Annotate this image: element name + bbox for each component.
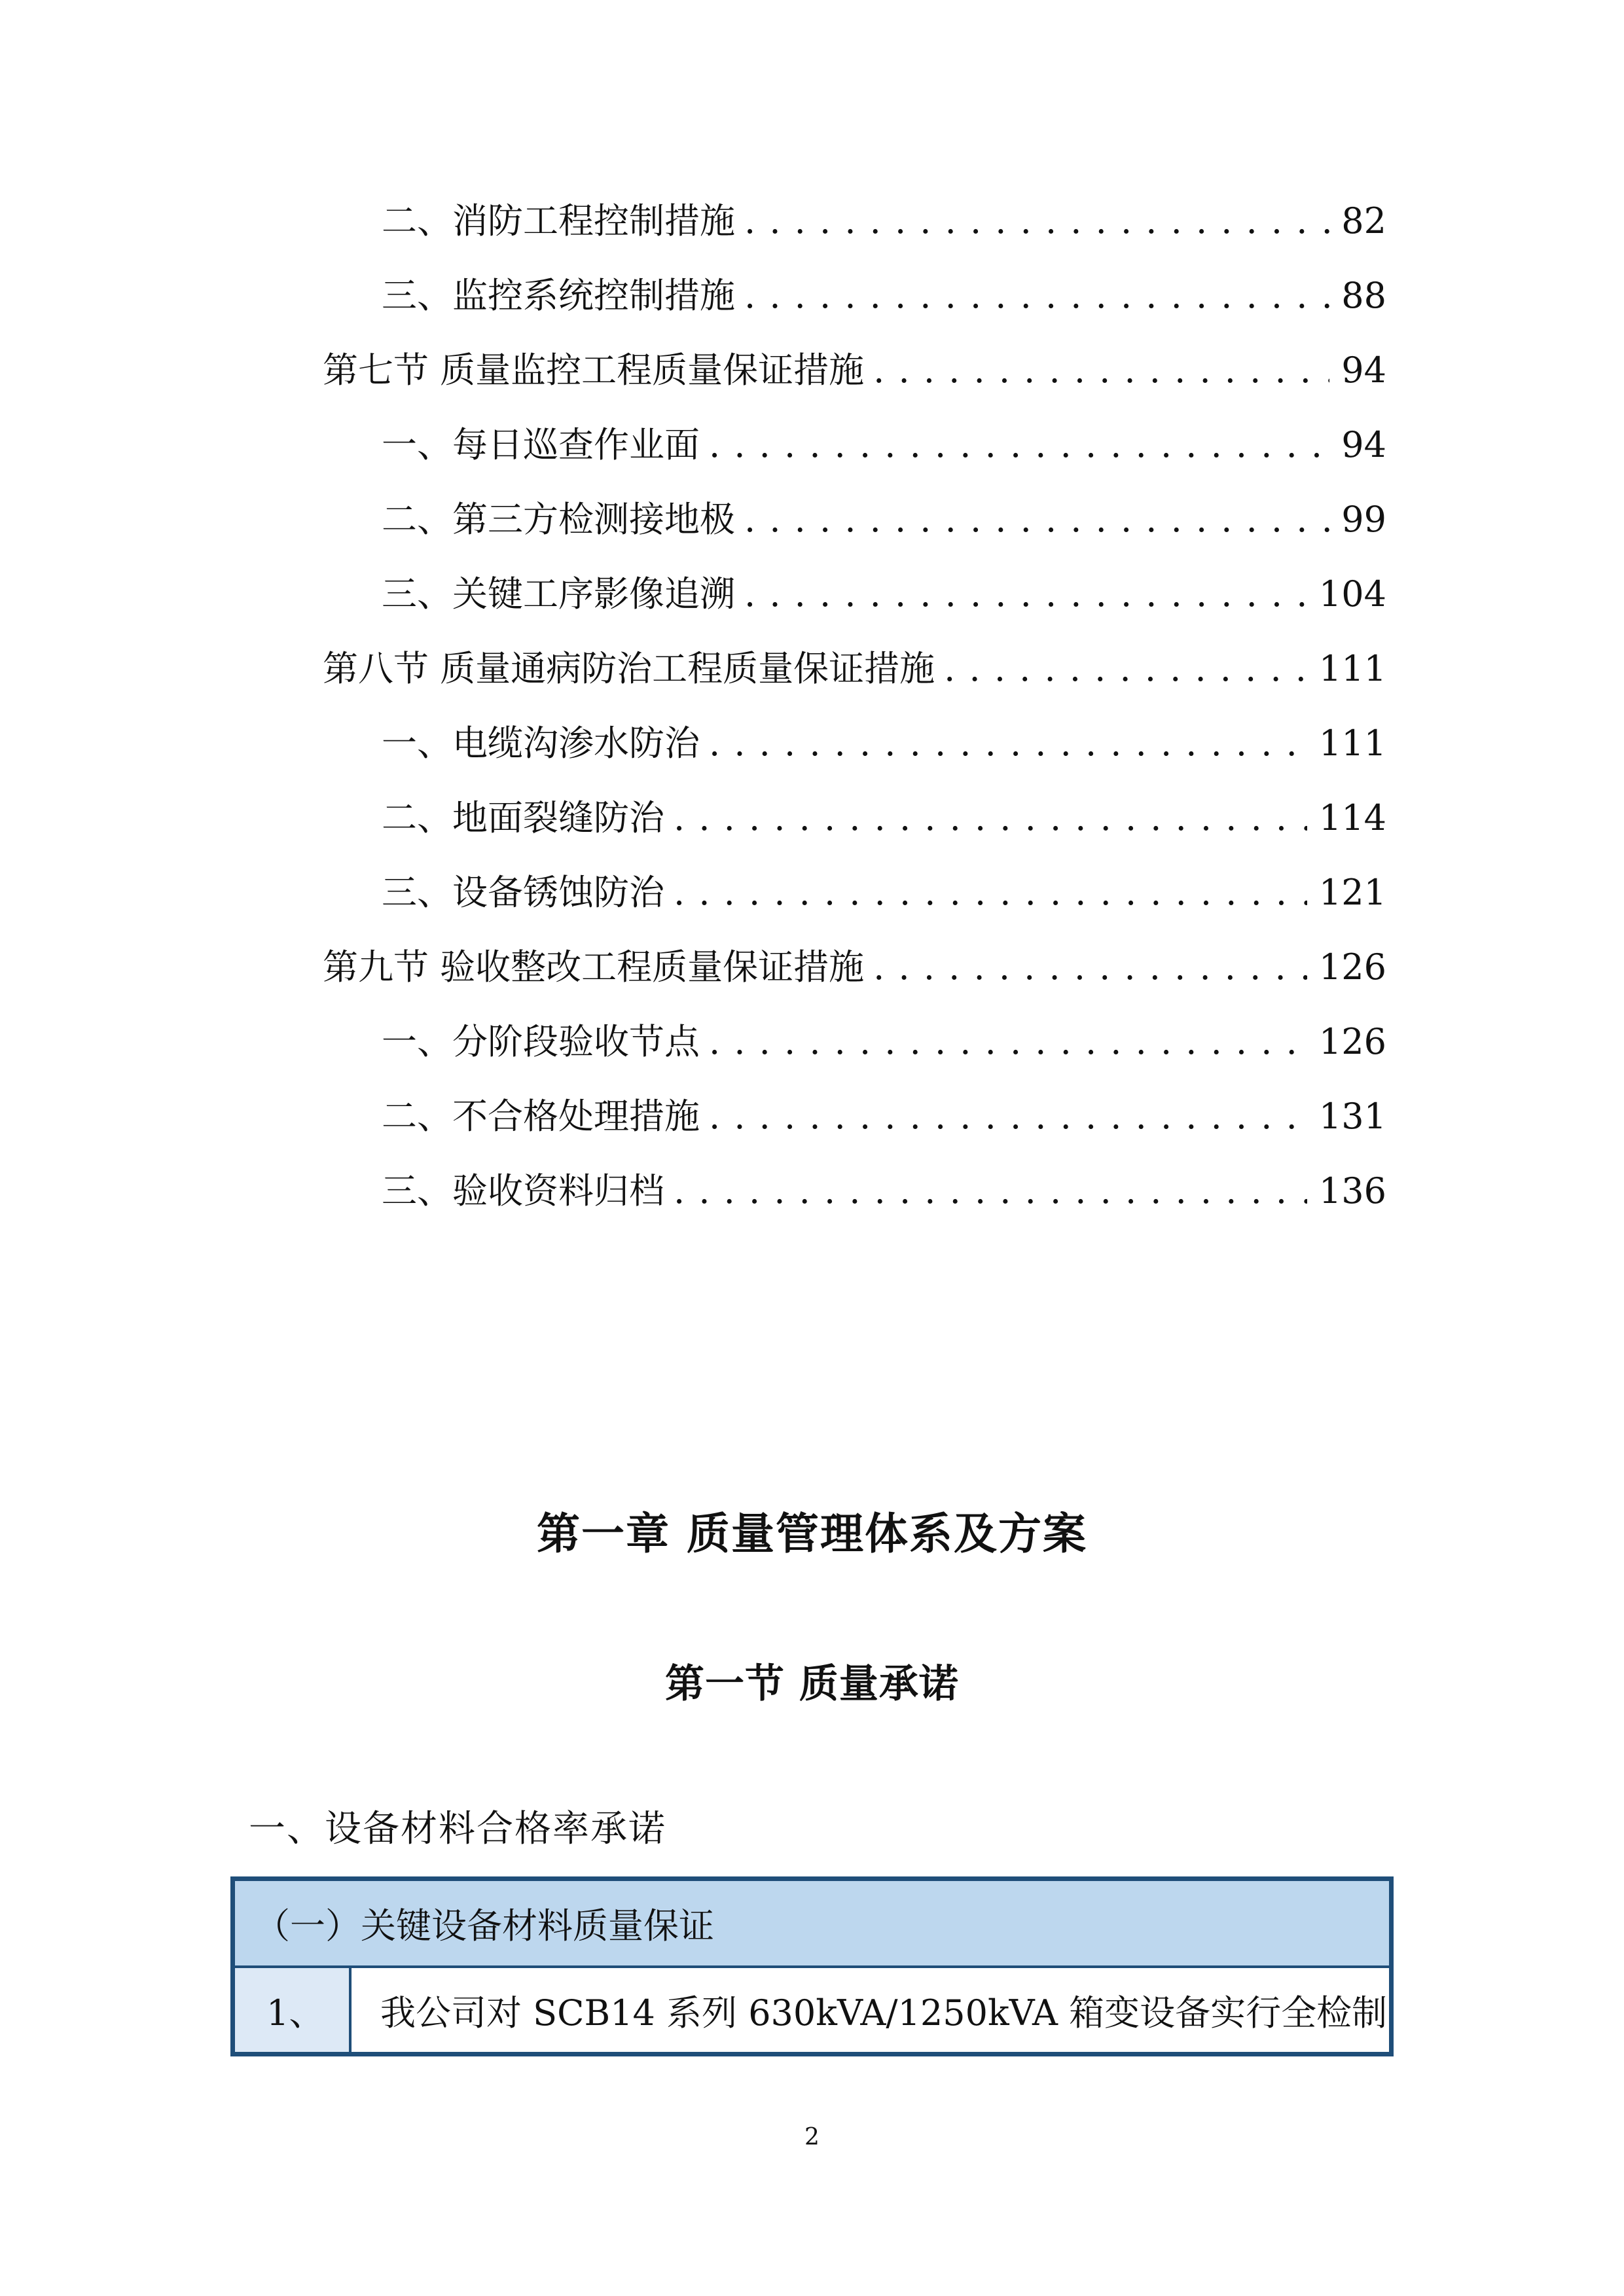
toc-entry-page: 121 bbox=[1318, 872, 1386, 913]
toc-entry-page: 114 bbox=[1318, 797, 1386, 838]
toc-leader-dots bbox=[709, 419, 1329, 471]
toc-entry-page: 136 bbox=[1318, 1170, 1386, 1211]
toc-entry-page: 126 bbox=[1318, 1021, 1386, 1062]
toc-entry-page: 111 bbox=[1318, 648, 1386, 689]
toc-leader-dots bbox=[873, 344, 1329, 397]
section-title: 第一节 质量承诺 bbox=[665, 1661, 959, 1707]
toc-entry-page: 131 bbox=[1318, 1096, 1386, 1137]
toc-leader-dots bbox=[709, 717, 1307, 770]
toc-entry-title: 一、分阶段验收节点 bbox=[382, 1021, 700, 1062]
toc-leader-dots bbox=[674, 867, 1307, 919]
toc-entry-title: 第九节 验收整改工程质量保证措施 bbox=[323, 946, 865, 988]
toc-entry[interactable] bbox=[323, 941, 1386, 994]
toc-leader-dots bbox=[674, 1165, 1307, 1217]
toc-entry[interactable] bbox=[382, 568, 1386, 620]
toc-entry[interactable] bbox=[382, 270, 1386, 322]
toc-entry-page: 111 bbox=[1318, 723, 1386, 764]
quality-commitment-table bbox=[230, 1876, 1394, 2056]
table-header: （一）关键设备材料质量保证 bbox=[235, 1881, 1389, 1968]
toc-entry-title: 第八节 质量通病防治工程质量保证措施 bbox=[323, 648, 935, 689]
toc-entry-title: 二、消防工程控制措施 bbox=[382, 200, 735, 242]
toc-entry[interactable] bbox=[382, 1165, 1386, 1217]
table-row-number: 1、 bbox=[235, 1968, 352, 2052]
toc-entry-page: 94 bbox=[1341, 424, 1386, 465]
toc-entry-title: 二、第三方检测接地极 bbox=[382, 499, 735, 540]
toc-leader-dots bbox=[744, 568, 1307, 620]
toc-entry[interactable] bbox=[382, 195, 1386, 247]
toc-leader-dots bbox=[709, 1090, 1307, 1143]
toc-entry[interactable] bbox=[323, 344, 1386, 397]
toc-entry[interactable] bbox=[382, 867, 1386, 919]
toc-leader-dots bbox=[744, 493, 1329, 546]
toc-entry-page: 126 bbox=[1318, 946, 1386, 988]
toc-entry-title: 二、不合格处理措施 bbox=[382, 1096, 700, 1137]
toc-entry-title: 三、关键工序影像追溯 bbox=[382, 573, 735, 615]
toc-entry-page: 104 bbox=[1318, 573, 1386, 615]
toc-entry-title: 第七节 质量监控工程质量保证措施 bbox=[323, 350, 865, 391]
toc-entry-page: 82 bbox=[1341, 200, 1386, 242]
toc-leader-dots bbox=[873, 941, 1307, 994]
toc-leader-dots bbox=[944, 643, 1307, 695]
toc-entry-title: 一、每日巡查作业面 bbox=[382, 424, 700, 465]
table-row-text: 我公司对 SCB14 系列 630kVA/1250kVA 箱变设备实行全检制 bbox=[380, 1992, 1388, 2034]
toc-entry[interactable] bbox=[382, 493, 1386, 546]
toc-entry-page: 99 bbox=[1341, 499, 1386, 540]
toc-leader-dots bbox=[709, 1016, 1307, 1068]
toc-leader-dots bbox=[674, 792, 1307, 844]
subheading: 一、设备材料合格率承诺 bbox=[249, 1808, 666, 1850]
toc-entry[interactable] bbox=[382, 717, 1386, 770]
table-row bbox=[235, 1968, 1389, 2052]
toc-entry-page: 94 bbox=[1341, 350, 1386, 391]
toc-entry-page: 88 bbox=[1341, 275, 1386, 316]
chapter-title: 第一章 质量管理体系及方案 bbox=[537, 1508, 1087, 1559]
page-number: 2 bbox=[804, 2124, 820, 2151]
toc-entry[interactable] bbox=[382, 792, 1386, 844]
toc-leader-dots bbox=[744, 270, 1329, 322]
toc-entry[interactable] bbox=[382, 1016, 1386, 1068]
toc-entry[interactable] bbox=[382, 1090, 1386, 1143]
toc-entry-title: 一、电缆沟渗水防治 bbox=[382, 723, 700, 764]
toc-entry-title: 三、验收资料归档 bbox=[382, 1170, 664, 1211]
toc-entry-title: 二、地面裂缝防治 bbox=[382, 797, 664, 838]
toc-entry[interactable] bbox=[323, 643, 1386, 695]
toc-entry-title: 三、监控系统控制措施 bbox=[382, 275, 735, 316]
toc-leader-dots bbox=[744, 195, 1329, 247]
toc-entry-title: 三、设备锈蚀防治 bbox=[382, 872, 664, 913]
toc-entry[interactable] bbox=[382, 419, 1386, 471]
